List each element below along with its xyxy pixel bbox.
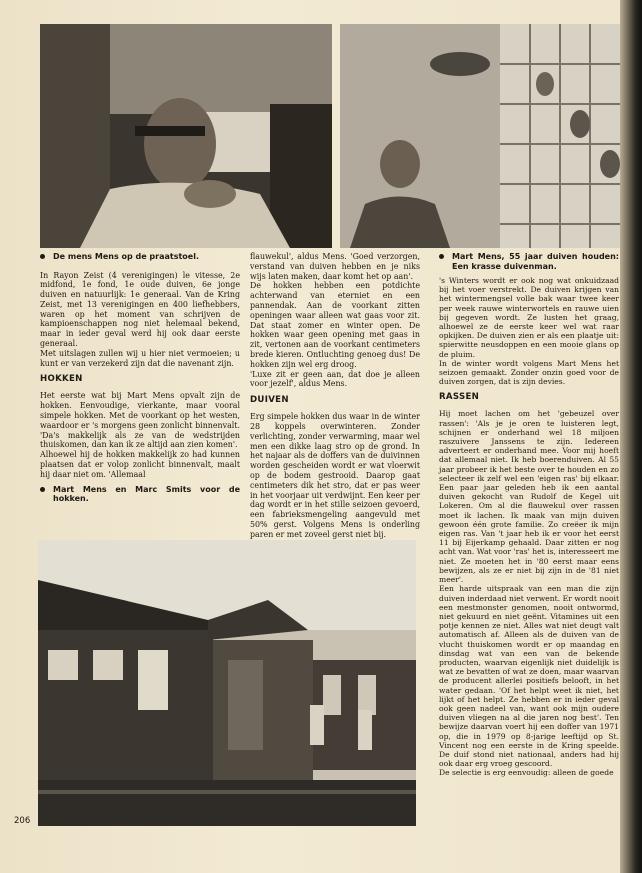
photo-man-smoking-image <box>40 24 332 248</box>
heading-rassen: RASSEN <box>439 392 480 403</box>
col2-paragraph-4: Erg simpele hokken dus waar in de winter 28 koppels overwinteren. Zonder verlichting, zonder verwarming, maar wel men een dikke laag stro op de grond. In het najaar als de doffers van de duivinnen worden gescheiden wordt er wat vloerwit op de bodem gestrooid. Daarop gaat centimeters dik het stro, dat er pas weer in het voorjaar uit verdwijnt. Een keer per dag wordt er in het stille seizoen gevoerd, een fabrieksmengeling aangevuld met 50% gerst. Volgens Mens is onderling paren er met zoveel gerst niet bij. <box>250 412 420 539</box>
heading-hokken: HOKKEN <box>40 374 83 385</box>
caption-mens-text: De mens Mens op de praatstoel. <box>53 252 200 261</box>
column-middle <box>250 252 420 540</box>
caption-mens <box>40 252 240 262</box>
heading-duiven: DUIVEN <box>250 395 289 406</box>
column-right <box>439 252 619 778</box>
col2-paragraph-3: 'Luxe zit er geen aan, dat doe je alleen voor jezelf', aldus Mens. <box>250 369 420 389</box>
bullet-icon <box>40 254 45 259</box>
col1-paragraph-1: In Rayon Zeist (4 verenigingen) le vitesse, 2e midfond, 1e fond, 1e oude duiven, 6e jonge duiven en natuurlijk: 1e generaal. Van de Kring Zeist, met 13 verenigingen en 400 liefhebbers, waren op het moment van schrijven de kampioenschappen nog niet helemaal bekend, maar in ieder geval werd hij ook daar eerste generaal. <box>40 270 240 349</box>
caption-houden-text: Mart Mens, 55 jaar duiven houden: Een krasse duivenman. <box>452 252 619 271</box>
caption-houden <box>439 252 619 271</box>
photo-man-with-pigeons <box>340 24 622 248</box>
page-number: 206 <box>14 816 31 826</box>
bullet-icon <box>40 487 45 492</box>
caption-hokken-text: Mart Mens en Marc Smits voor de hokken. <box>53 484 240 504</box>
photo-pigeon-lofts <box>38 540 416 826</box>
col3-paragraph-2: In de winter wordt volgens Mart Mens het seizoen gemaakt. Zonder onzin goed voor de duiven zorgen, dat is zijn devies. <box>439 358 619 387</box>
col2-paragraph-1: flauwekul', aldus Mens. 'Goed verzorgen, verstand van duiven hebben en je niks wijs laten maken, daar komt het op aan'. <box>250 252 420 281</box>
col3-paragraph-1: 's Winters wordt er ook nog wat onkuidzaad bij het voer verstrekt. De duiven krijgen van het wintermengsel volle bak waar twee keer per week rauwe winterwortels en rauwe uien bij gegeven wordt. Ze lusten het graag, alhoewel ze de eerste keer wel wat raar opkijken. De duiven zien er als een plaatje uit: spierwitte neusdoppen en een mooie glans op de pluim. <box>439 276 619 359</box>
col1-paragraph-4: Alhoewel hij de hokken makkelijk zo had kunnen plaatsen dat er volop zonlicht binnenvalt, maalt hij daar niet om. 'Allemaal <box>40 450 240 479</box>
col3-paragraph-5: De selectie is erg eenvoudig: alleen de goede <box>439 768 614 778</box>
bullet-icon <box>439 254 444 259</box>
binding-edge <box>620 0 642 873</box>
col3-paragraph-3: Hij moet lachen om het 'gebeuzel over rassen': 'Als je je oren te luisteren legt, schijnen er onderhand wel 18 miljoen raszuivere Janssens te zijn. Iedereen adverteert er onderhand mee. Voor mij hoeft dat allemaal niet. Ik heb boerenduiven. Al 55 jaar probeer ik het beste over te houden en zo selecteer ik zelf wel een 'eigen ras' bij elkaar. Een paar jaar geleden heb ik een aantal duiven gekocht van Rudolf de Kegel uit Lokeren. Om al die flauwekul over rassen moet ik lachen. Ik maak van mijn duiven gewoon één grote familie. Zo creëer ik mijn eigen ras. Van 't jaar heb ik er voor het eerst 11 bij Eijerkamp gehaald. Daar zitten er nog acht van. Wat voor 'ras' het is, interesseert me niet. Ze moeten het in '80 eerst maar eens bewijzen, als ze er niet bij zijn in de '81 niet meer'. <box>439 409 619 585</box>
col1-paragraph-3: Het eerste wat bij Mart Mens opvalt zijn de hokken. Eenvoudige, vierkante, maar vooral simpele hokken. Met de voorkant op het westen, waardoor er 's morgens geen zonlicht binnenvalt. 'Da's makkelijk als ze van de wedstrijden thuiskomen, dan kan ik ze altijd aan zien komen'. <box>40 391 240 450</box>
caption-hokken <box>40 485 240 504</box>
photo-pigeon-lofts-image <box>38 540 416 826</box>
column-left <box>40 252 240 504</box>
photo-man-with-pigeons-image <box>340 24 622 248</box>
col2-paragraph-2: De hokken hebben een potdichte achterwand van eterniet en een pannendak. Aan de voorkant zitten openingen waar alleen wat gaas voor zit. Dat staat zomer en winter open. De hokken waar geen opening met gaas in zit, vertonen aan de voorkant centimeters brede kieren. Ontluchting genoeg dus! De hokken zijn wel erg droog. <box>250 281 420 369</box>
col3-paragraph-4: Een harde uitspraak van een man die zijn duiven inderdaad niet verwent. Er wordt nooit een mestmonster genomen, nooit ontwormd, niet gekuurd en niet geënt. Vitamines uit een potje kennen ze niet. Alles wat niet deugt valt automatisch af. Alleen als de duiven van de vlucht thuiskomen wordt er op maandag en dinsdag wat van een van de bekende producten, waarvan eigenlijk niet duidelijk is wat ze bevatten of wat ze doen, maar waarvan de producent allerlei positiefs belooft, in het water gedaan. 'Of het helpt weet ik niet, het lijkt of het helpt. Ze hebben er in ieder geval ook geen nadeel van, want ook mijn oudere duiven vliegen na al die jaren nog best'. Ten bewijze daarvan voert hij een doffer van 1971 op, die in 1979 op 8-jarige leeftijd op St. Vincent nog een eerste in de Kring speelde. De duif stond niet nationaal, anders had hij ook daar erg vroeg gescoord. <box>439 584 619 769</box>
col1-paragraph-2: Met uitslagen zullen wij u hier niet vermoeien; u kunt er van verzekerd zijn dat die navenant zijn. <box>40 348 240 368</box>
photo-man-smoking <box>40 24 332 248</box>
